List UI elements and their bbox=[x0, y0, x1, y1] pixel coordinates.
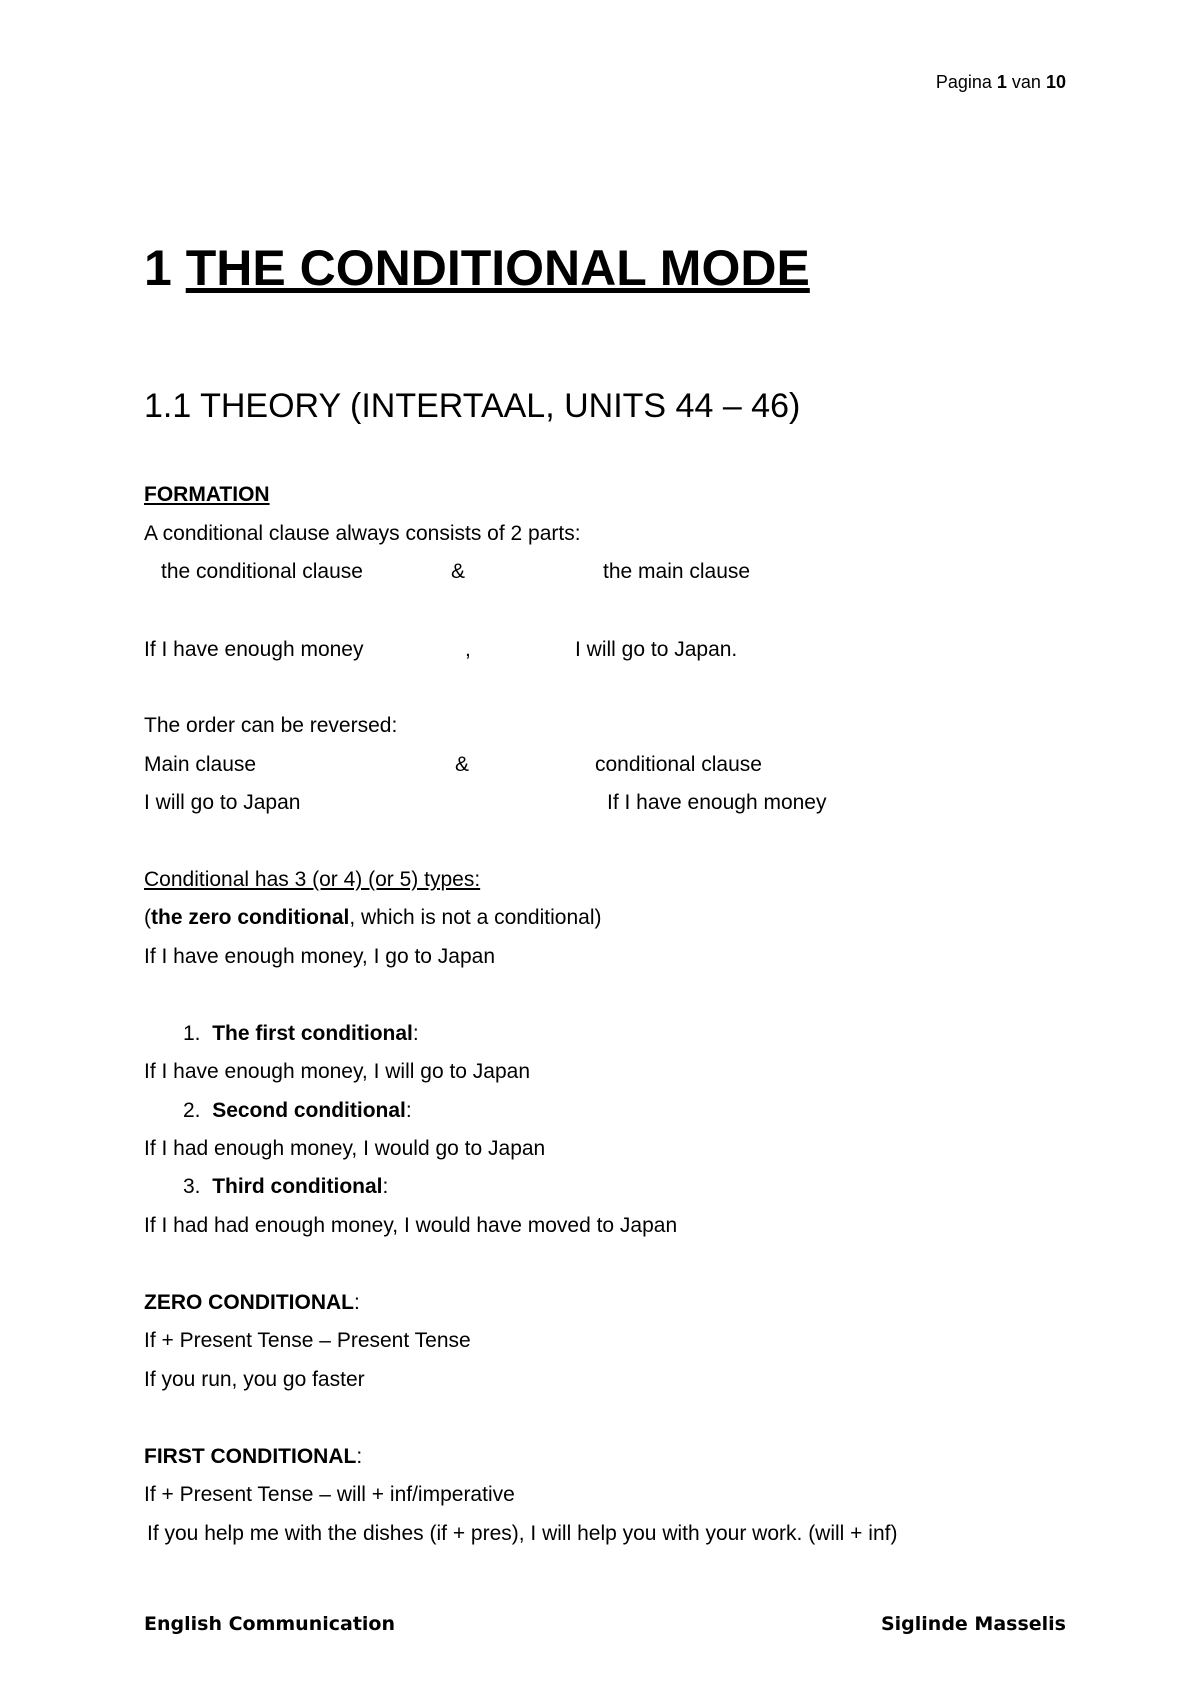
page-current: 1 bbox=[996, 72, 1007, 92]
row1-a: the conditional clause bbox=[161, 560, 363, 583]
footer-right: Siglinde Masselis bbox=[880, 1613, 1066, 1635]
zero-heading-text: ZERO CONDITIONAL bbox=[144, 1291, 354, 1314]
zero-rule: If + Present Tense – Present Tense bbox=[144, 1329, 471, 1352]
types-heading: Conditional has 3 (or 4) (or 5) types: bbox=[144, 868, 481, 891]
row3-a: Main clause bbox=[144, 753, 257, 776]
title-text: THE CONDITIONAL MODE bbox=[185, 240, 810, 296]
row1-b: & bbox=[451, 560, 466, 583]
first-rule: If + Present Tense – will + inf/imperative bbox=[144, 1483, 515, 1506]
item-label: Third conditional bbox=[212, 1175, 383, 1198]
section-title: 1.1 THEORY (INTERTAAL, UNITS 44 – 46) bbox=[144, 387, 801, 425]
page-title bbox=[144, 238, 810, 298]
item-example: If I had enough money, I would go to Japan bbox=[144, 1137, 546, 1160]
zero-open: ( bbox=[144, 906, 151, 929]
zero-note bbox=[144, 905, 601, 931]
first-rule-example: If you help me with the dishes (if + pres), I will help you with your work. (will + inf) bbox=[147, 1522, 898, 1545]
first-heading bbox=[144, 1444, 362, 1470]
list-item bbox=[183, 1021, 419, 1047]
reversed-intro: The order can be reversed: bbox=[144, 714, 398, 737]
zero-bold: the zero conditional bbox=[151, 906, 350, 929]
formation-heading: FORMATION bbox=[144, 483, 270, 506]
row2-b: , bbox=[465, 638, 471, 661]
item-colon: : bbox=[405, 1099, 412, 1122]
page-number bbox=[936, 72, 1066, 93]
list-item bbox=[183, 1098, 412, 1124]
item-label: Second conditional bbox=[212, 1099, 406, 1122]
title-number: 1 bbox=[144, 240, 172, 296]
item-colon: : bbox=[382, 1175, 389, 1198]
row1-c: the main clause bbox=[603, 560, 751, 583]
zero-example: If I have enough money, I go to Japan bbox=[144, 945, 496, 968]
row2-a: If I have enough money bbox=[144, 638, 364, 661]
row4-a: I will go to Japan bbox=[144, 791, 301, 814]
item-example: If I have enough money, I will go to Japan bbox=[144, 1060, 531, 1083]
item-label: The first conditional bbox=[212, 1022, 413, 1045]
item-num: 1. bbox=[183, 1022, 201, 1045]
first-heading-colon: : bbox=[356, 1445, 363, 1468]
row4-c: If I have enough money bbox=[607, 791, 827, 814]
first-heading-text: FIRST CONDITIONAL bbox=[144, 1445, 357, 1468]
zero-rest: , which is not a conditional) bbox=[349, 906, 602, 929]
zero-rule-example: If you run, you go faster bbox=[144, 1368, 365, 1391]
formation-intro: A conditional clause always consists of 2 parts: bbox=[144, 522, 581, 545]
zero-heading bbox=[144, 1290, 360, 1316]
row3-c: conditional clause bbox=[595, 753, 762, 776]
footer-left: English Communication bbox=[144, 1613, 395, 1635]
list-item bbox=[183, 1174, 388, 1200]
item-num: 3. bbox=[183, 1175, 201, 1198]
item-num: 2. bbox=[183, 1099, 201, 1122]
item-example: If I had had enough money, I would have moved to Japan bbox=[144, 1214, 678, 1237]
page-total: 10 bbox=[1045, 72, 1066, 92]
row3-b: & bbox=[455, 753, 470, 776]
row2-c: I will go to Japan. bbox=[575, 638, 738, 661]
item-colon: : bbox=[412, 1022, 419, 1045]
page-label: Pagina bbox=[935, 72, 992, 92]
zero-heading-colon: : bbox=[354, 1291, 360, 1314]
page-separator: van bbox=[1011, 72, 1041, 92]
